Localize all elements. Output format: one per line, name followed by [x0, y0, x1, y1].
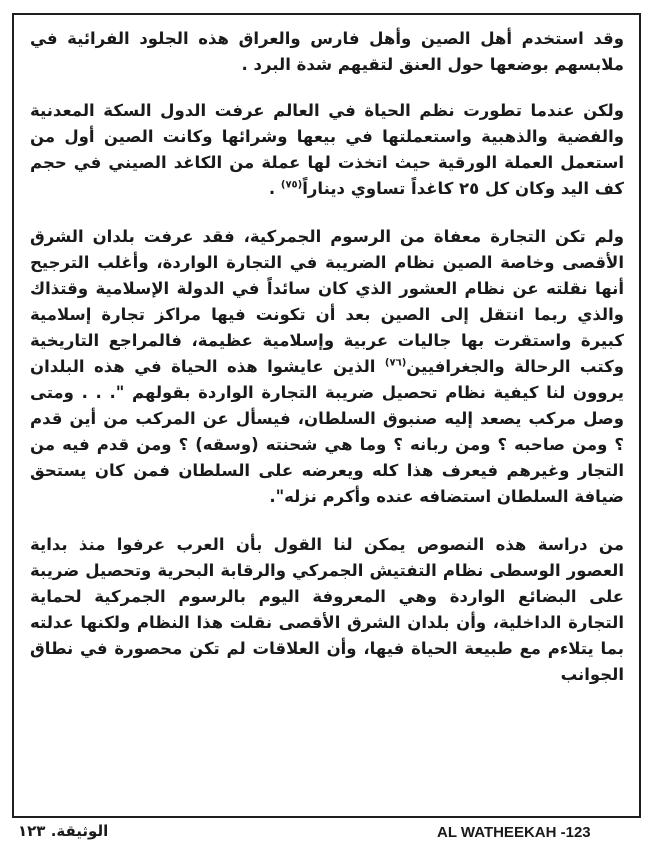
paragraph-2-text: ولكن عندما تطورت نظم الحياة في العالم عرفت الدول السكة المعدنية والفضية والذهبية واستعملتها في بيعها وشرائها وكانت الصين أول من استعمل العملة الورقية حيث اتخذت لها عملة من الكاغد الصيني في حجم كف اليد وكان كل ٢٥ كاغداً تساوي ديناراً — [30, 101, 624, 198]
paragraph-3 — [30, 224, 624, 510]
footnote-ref-75[interactable]: (٧٥) — [280, 179, 303, 191]
footnote-ref-76[interactable]: (٧٦) — [384, 357, 407, 369]
paragraph-2 — [30, 98, 624, 202]
paragraph-3-text: ولم تكن التجارة معفاة من الرسوم الجمركية، فقد عرفت بلدان الشرق الأقصى وخاصة الصين نظام الضريبة في التجارة الواردة، وأغلب الترجيح أنها نقلته عن نظام العشور الذي كان سائداً في الدولة الإسلامية وقتذاك والذي ربما انتقل إلى الصين بعد أن تكونت فيها مراكز تجارة إسلامية كبيرة واستقرت بها جاليات عربية وإسلامية عظيمة، فالمراجع التاريخية وكتب الرحالة والجغرافيين — [30, 227, 624, 376]
footer-page-label-latin: AL WATHEEKAH -123 — [437, 824, 591, 841]
paragraph-1: وقد استخدم أهل الصين وأهل فارس والعراق هذه الجلود الفرائية في ملابسهم بوضعها حول العنق لتقيهم شدة البرد . — [30, 29, 624, 74]
paragraph-2-end: . — [268, 179, 281, 198]
footer-page-label-arabic: الوثيقة. ١٢٣ — [18, 822, 109, 840]
paragraph-3-quote: الذين عايشوا هذه الحياة في هذه البلدان يروون لنا كيفية نظام تحصيل ضريبة التجارة الواردة بقولهم ". . . ومتى وصل مركب يصعد إليه صنبوق السلطان، فيسأل عن المركب من أين قدم ؟ ومن صاحبه ؟ ومن ربانه ؟ وما هي شحنته (وسقه) ؟ ومن قدم فيه من التجار وغيرهم فيعرف هذا كله ويعرضه على السلطان فمن كان يستحق ضيافة السلطان استضافه عنده وأكرم نزله". — [30, 357, 624, 506]
text-body — [30, 26, 624, 688]
paragraph-4: من دراسة هذه النصوص يمكن لنا القول بأن العرب عرفوا منذ بداية العصور الوسطى نظام التفتيش الجمركي والرقابة البحرية وتحصيل ضريبة على البضائع الواردة وهي المعروفة اليوم بالرسوم الجمركية لحماية التجارة الداخلية، وأن بلدان الشرق الأقصى نقلت هذا النظام ولكنها عدلته بما يتلاءم مع طبيعة الحياة فيها، وأن العلاقات لم تكن محصورة في نطاق الجوانب — [30, 535, 624, 684]
